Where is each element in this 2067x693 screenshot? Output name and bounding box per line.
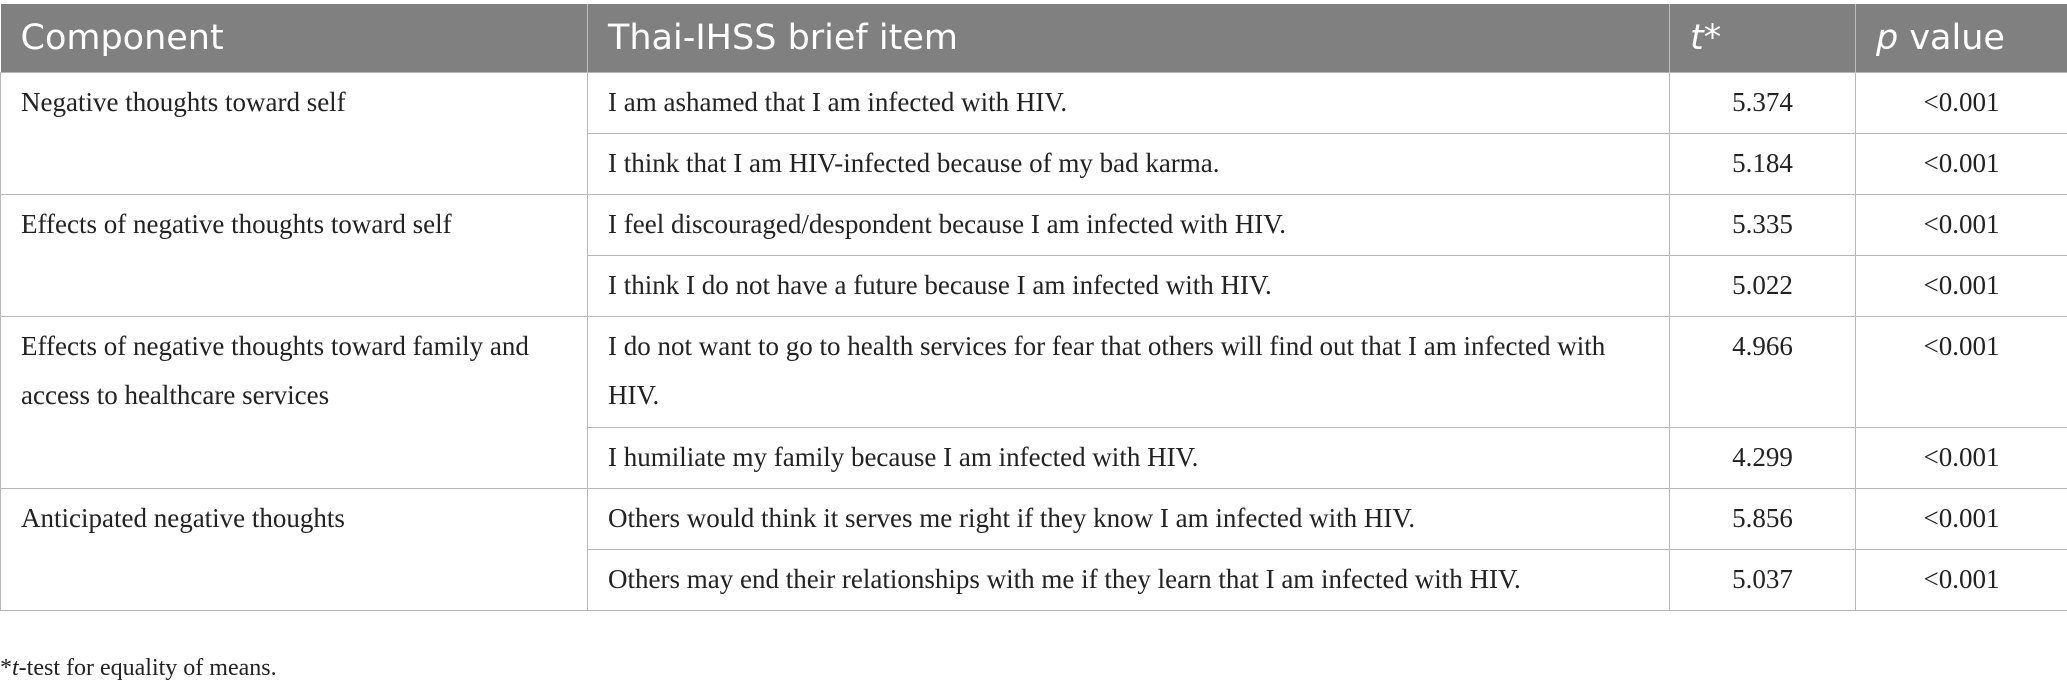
header-t-letter: t: [1690, 17, 1704, 58]
results-table: [0, 4, 2067, 611]
header-p-suffix: value: [1898, 17, 2005, 58]
p-value-cell: <0.001: [1856, 427, 2067, 488]
header-p-letter: p: [1876, 17, 1899, 58]
t-value-cell: 5.374: [1670, 72, 1856, 133]
header-p-value: [1856, 4, 2067, 72]
item-cell: I think I do not have a future because I am infected with HIV.: [588, 255, 1670, 316]
item-cell: I feel discouraged/despondent because I am infected with HIV.: [588, 194, 1670, 255]
t-value-cell: 4.299: [1670, 427, 1856, 488]
table-header: [1, 4, 2067, 72]
item-cell: Others would think it serves me right if they know I am infected with HIV.: [588, 488, 1670, 549]
component-cell: Negative thoughts toward self: [1, 72, 588, 194]
footnote-text: -test for equality of means.: [18, 655, 277, 681]
header-component: Component: [1, 4, 588, 72]
footnote-t-letter: t: [12, 655, 19, 681]
t-value-cell: 5.856: [1670, 488, 1856, 549]
component-cell: Anticipated negative thoughts: [1, 488, 588, 610]
item-cell: I think that I am HIV-infected because of my bad karma.: [588, 133, 1670, 194]
header-row: [1, 4, 2067, 72]
results-table-wrapper: [0, 4, 2067, 611]
header-t-statistic: [1670, 4, 1856, 72]
table-row: [1, 72, 2067, 133]
table-row: [1, 488, 2067, 549]
header-item: Thai-IHSS brief item: [588, 4, 1670, 72]
table-row: [1, 194, 2067, 255]
p-value-cell: <0.001: [1856, 133, 2067, 194]
p-value-cell: <0.001: [1856, 194, 2067, 255]
item-cell: I am ashamed that I am infected with HIV.: [588, 72, 1670, 133]
item-cell: I do not want to go to health services for fear that others will find out that I am infected with HIV.: [588, 316, 1670, 427]
p-value-cell: <0.001: [1856, 549, 2067, 610]
t-value-cell: 5.037: [1670, 549, 1856, 610]
item-cell: I humiliate my family because I am infected with HIV.: [588, 427, 1670, 488]
t-value-cell: 5.335: [1670, 194, 1856, 255]
header-t-suffix: *: [1703, 17, 1722, 58]
t-value-cell: 5.022: [1670, 255, 1856, 316]
t-value-cell: 4.966: [1670, 316, 1856, 427]
footnote-marker: *: [0, 655, 12, 681]
p-value-cell: <0.001: [1856, 72, 2067, 133]
table-row: [1, 316, 2067, 427]
item-cell: Others may end their relationships with me if they learn that I am infected with HIV.: [588, 549, 1670, 610]
component-cell: Effects of negative thoughts toward family and access to healthcare services: [1, 316, 588, 488]
t-value-cell: 5.184: [1670, 133, 1856, 194]
p-value-cell: <0.001: [1856, 255, 2067, 316]
p-value-cell: <0.001: [1856, 316, 2067, 427]
p-value-cell: <0.001: [1856, 488, 2067, 549]
component-cell: Effects of negative thoughts toward self: [1, 194, 588, 316]
table-footnote: [0, 653, 277, 683]
table-body: [1, 72, 2067, 610]
